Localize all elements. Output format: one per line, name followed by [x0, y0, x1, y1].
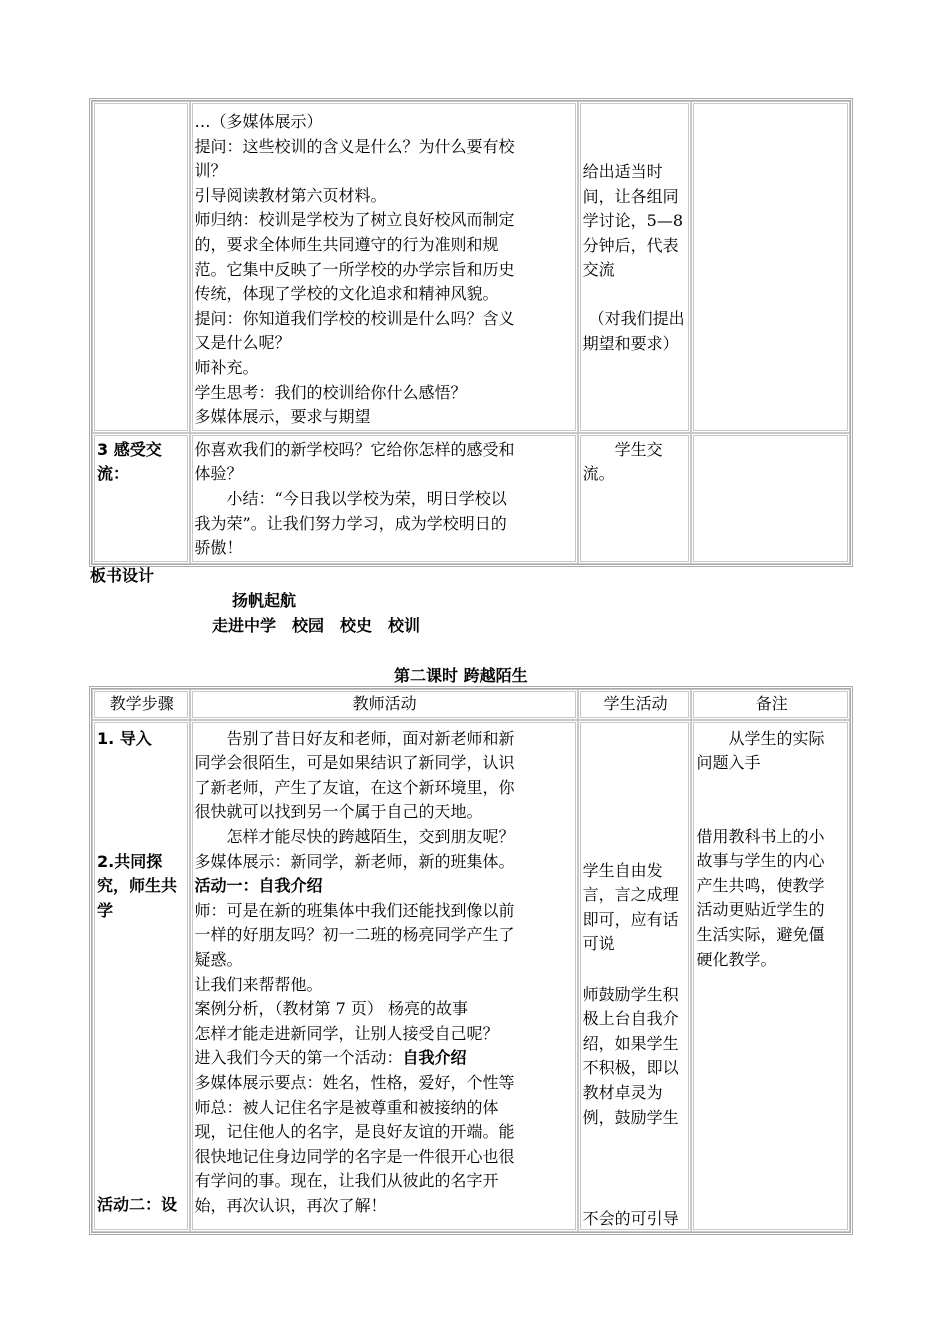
lesson-title: 第二课时 跨越陌生 [394, 666, 528, 685]
text-line: 很快就可以找到另一个属于自己的天地。 [194, 802, 483, 822]
teacher-activity-cell [190, 720, 578, 1232]
text-line: 告别了昔日好友和老师，面对新老师和新 [226, 728, 515, 748]
step-label: 2.共同探 [97, 851, 163, 871]
text-line: 传统，体现了学校的文化追求和精神风貌。 [194, 284, 499, 304]
text-line: 一样的好朋友吗？初一二班的杨亮同学产生了 [194, 925, 515, 945]
text-line: 给出适当时 [582, 162, 663, 181]
text-line: 师总：被人记住名字是被尊重和被接纳的体 [194, 1097, 499, 1117]
board-items: 走进中学 校园 校史 校训 [212, 616, 421, 635]
text-line: 始，再次认识，再次了解！ [194, 1195, 387, 1215]
text-line: 提问：你知道我们学校的校训是什么吗？含义 [194, 308, 515, 328]
text-line: 例，鼓励学生 [582, 1107, 679, 1127]
table-row [92, 433, 850, 564]
note-cell [691, 720, 850, 1232]
note-cell [691, 433, 850, 564]
text-line: 故事与学生的内心 [696, 851, 825, 871]
text-line: …（多媒体展示） [194, 112, 323, 131]
step-label: 3 感受交 [97, 439, 162, 459]
text-line: 学生交 [614, 439, 663, 459]
board-title: 扬帆起航 [232, 591, 297, 610]
step-cell [92, 720, 190, 1232]
text-line: 小结：“今日我以学校为荣，明日学校以 [226, 488, 507, 508]
text-line: 从学生的实际 [728, 728, 825, 748]
text-line: （对我们提出 [588, 308, 685, 328]
text-line: 学生自由发 [582, 860, 663, 880]
text-line: 多媒体展示：新同学，新老师，新的班集体。 [194, 851, 515, 871]
text-line: 让我们来帮帮他。 [194, 974, 323, 994]
lesson-table-1 [89, 98, 853, 567]
text-line: 怎样才能尽快的跨越陌生，交到朋友呢？ [226, 826, 515, 846]
text-line: 即可，应有话 [582, 909, 679, 929]
text-line: 提问：这些校训的含义是什么？为什么要有校 [194, 136, 515, 156]
text-line: 骄傲！ [194, 538, 243, 558]
table-header-row [92, 689, 850, 720]
text-line: 师归纳：校训是学校为了树立良好校风而制定 [194, 210, 515, 230]
step-label: 活动二：设 [97, 1194, 178, 1214]
text-line: 师：可是在新的班集体中我们还能找到像以前 [194, 900, 515, 920]
text-line: 我为荣”。让我们努力学习，成为学校明日的 [194, 513, 507, 533]
text-line: 期望和要求） [582, 333, 679, 353]
text-line: 交流 [582, 260, 615, 280]
step-label: 学 [97, 900, 114, 920]
teacher-activity-cell [190, 101, 578, 433]
text-line: 极上台自我介 [582, 1009, 679, 1029]
text-line: 言，言之成理 [582, 885, 679, 905]
text-line: 生活实际，避免僵 [696, 924, 825, 944]
text-line: 不会的可引导 [582, 1208, 679, 1228]
text-line: 你喜欢我们的新学校吗？它给你怎样的感受和 [194, 439, 515, 459]
text-line: 了新老师，产生了友谊，在这个新环境里，你 [194, 777, 515, 797]
student-activity-cell [578, 720, 692, 1232]
student-activity-cell [578, 101, 692, 433]
text-line: 的，要求全体师生共同遵守的行为准则和规 [194, 234, 499, 254]
text-line: 多媒体展示，要求与期望 [194, 407, 371, 427]
text-line: 训？ [194, 161, 227, 181]
text-line: 产生共鸣，使教学 [696, 875, 825, 895]
text-line: 学讨论，5—8 [582, 211, 684, 231]
text-line: 疑惑。 [194, 949, 243, 969]
column-header: 学生活动 [578, 689, 692, 720]
text-line: 有学问的事。现在，让我们从彼此的名字开 [194, 1171, 499, 1191]
text-line: 多媒体展示要点：姓名，性格，爱好，个性等 [194, 1072, 515, 1092]
text-line: 案例分析，（教材第 7 页） 杨亮的故事 [194, 999, 468, 1019]
activity-heading: 活动一：自我介绍 [194, 876, 323, 896]
text-line [195, 1046, 575, 1071]
board-design-label: 板书设计 [90, 566, 155, 585]
lesson-table-2 [89, 686, 853, 1235]
column-header: 备注 [691, 689, 850, 720]
text-line: 学生思考：我们的校训给你什么感悟？ [194, 382, 467, 402]
text-line: 硬化教学。 [696, 949, 777, 969]
text-line: 体验？ [194, 464, 243, 484]
text-line: 借用教科书上的小 [696, 826, 825, 846]
step-cell [92, 101, 190, 433]
column-header: 教学步骤 [92, 689, 190, 720]
text-line: 分钟后，代表 [582, 235, 679, 255]
text-line: 可说 [582, 934, 615, 954]
text-line: 问题入手 [696, 753, 761, 773]
student-activity-cell [578, 433, 692, 564]
table-row [92, 720, 850, 1232]
text-line: 又是什么呢？ [194, 333, 291, 353]
text-line: 师补充。 [194, 357, 259, 377]
column-header: 教师活动 [190, 689, 578, 720]
text-line: 师鼓励学生积 [582, 984, 679, 1004]
text-line: 现，记住他人的名字，是良好友谊的开端。能 [194, 1122, 515, 1142]
text-line: 教材卓灵为 [582, 1082, 663, 1102]
text-line: 不积极，即以 [582, 1058, 679, 1078]
text-line: 间，让各组同 [582, 186, 679, 206]
text-line: 活动更贴近学生的 [696, 900, 825, 920]
text-line: 很快地记住身边同学的名字是一件很开心也很 [194, 1146, 515, 1166]
step-label: 1. 导入 [97, 728, 152, 748]
text-line: 怎样才能走进新同学，让别人接受自己呢？ [194, 1023, 499, 1043]
text-line: 流。 [582, 464, 615, 484]
text-line: 引导阅读教材第六页材料。 [194, 185, 387, 205]
text-line: 范。它集中反映了一所学校的办学宗旨和历史 [194, 259, 515, 279]
step-cell [92, 433, 190, 564]
text-fragment: 进入我们今天的第一个活动： [194, 1048, 403, 1068]
table-row [92, 101, 850, 433]
note-cell [691, 101, 850, 433]
step-label: 究，师生共 [97, 876, 178, 896]
step-label: 流： [97, 464, 130, 484]
text-line: 同学会很陌生，可是如果结识了新同学，认识 [194, 753, 515, 773]
text-line: 绍，如果学生 [582, 1033, 679, 1053]
teacher-activity-cell [190, 433, 578, 564]
activity-name: 自我介绍 [402, 1048, 467, 1068]
